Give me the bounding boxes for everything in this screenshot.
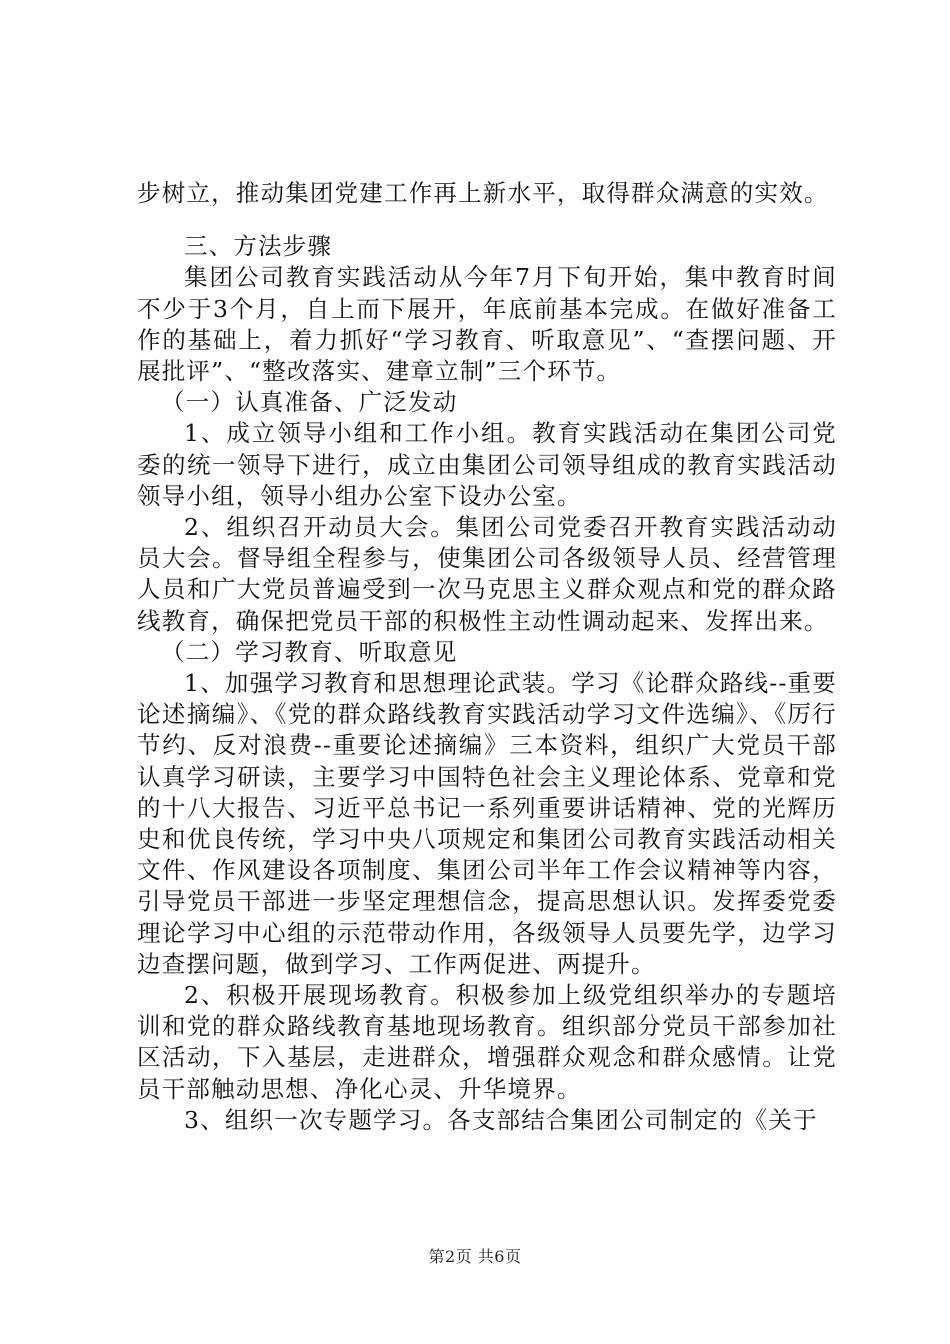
- subsection-heading-preparation: （一）认真准备、广泛发动: [161, 388, 458, 417]
- paragraph-study-education: 1、加强学习教育和思想理论武装。学习《论群众路线--重要论述摘编》、《党的群众路线教育实践活动学习文件选编》、《厉行节约、反对浪费--重要论述摘编》三本资料，组织广大党员干部认真学习研读，主要学习中国特色社会主义理论体系、党章和党的十八大报告、习近平总书记一系列重要讲话精神、党的光辉历史和优良传统，学习中央八项规定和集团公司教育实践活动相关文件、作风建设各项制度、集团公司半年工作会议精神等内容，引导党员干部进一步坚定理想信念，提高思想认识。发挥委党委理论学习中心组的示范带动作用，各级领导人员要先学，边学习边查摆问题，做到学习、工作两促进、两提升。: [137, 669, 837, 978]
- paragraph-onsite-education: 2、积极开展现场教育。积极参加上级党组织举办的专题培训和党的群众路线教育基地现场教育。组织部分党员干部参加社区活动，下入基层，走进群众，增强群众观念和群众感情。让党员干部触动思想、净化心灵、升华境界。: [137, 981, 837, 1103]
- paragraph-overview: 集团公司教育实践活动从今年7月下旬开始，集中教育时间不少于3个月，自上而下展开，年底前基本完成。在做好准备工作的基础上，着力抓好“学习教育、听取意见”、“查摆问题、开展批评”、“整改落实、建章立制”三个环节。: [137, 263, 837, 386]
- subsection-heading-study: （二）学习教育、听取意见: [161, 637, 458, 666]
- paragraph-leadership-group: 1、成立领导小组和工作小组。教育实践活动在集团公司党委的统一领导下进行，成立由集团公司领导组成的教育实践活动领导小组，领导小组办公室下设办公室。: [137, 419, 837, 510]
- page-footer: 第2页 共6页: [428, 1247, 522, 1266]
- document-body: [137, 178, 837, 1136]
- paragraph-continuation: 步树立，推动集团党建工作再上新水平，取得群众满意的实效。: [137, 179, 829, 207]
- paragraph-special-study: 3、组织一次专题学习。各支部结合集团公司制定的《关于: [184, 1105, 818, 1134]
- section-heading-methods: 三、方法步骤: [184, 232, 333, 261]
- paragraph-mobilization-meeting: 2、组织召开动员大会。集团公司党委召开教育实践活动动员大会。督导组全程参与，使集团公司各级领导人员、经营管理人员和广大党员普遍受到一次马克思主义群众观点和党的群众路线教育，确保把党员干部的积极性主动性调动起来、发挥出来。: [137, 513, 837, 635]
